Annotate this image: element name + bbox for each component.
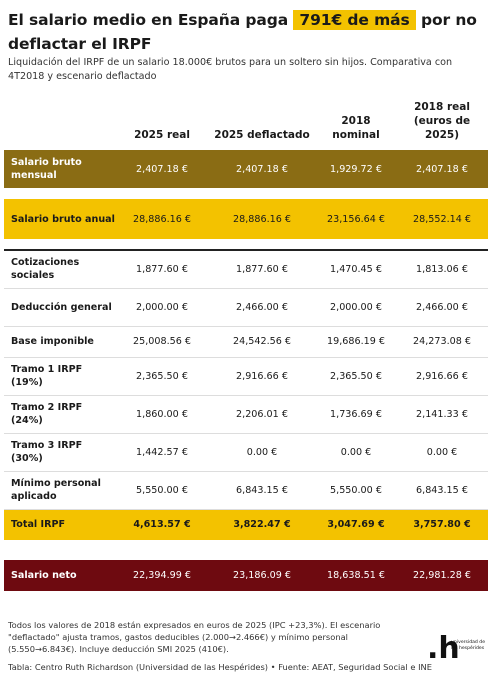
table-cell: 2,000.00 € [316,288,396,326]
row-label: Salario bruto mensual [4,150,116,188]
logo-mark: .h [427,631,460,666]
spacer-cell [4,540,116,560]
chart-title [8,8,486,56]
column-header: 2025 real [134,129,190,141]
table-row [4,395,488,433]
table-cell: 2,407.18 € [208,150,316,188]
row-label: Salario bruto anual [4,199,116,239]
spacer-cell [116,188,208,199]
table-cell: 2,916.66 € [396,357,488,395]
table-cell: 1,929.72 € [316,150,396,188]
table-body [4,150,488,591]
table-cell: 0.00 € [208,433,316,471]
title-before: El salario medio en España paga [8,11,294,29]
table-cell: 2,466.00 € [208,288,316,326]
table-cell: 23,186.09 € [208,560,316,591]
table-row [4,250,488,288]
table-row [4,560,488,591]
spacer-cell [396,239,488,250]
table-cell: 3,047.69 € [316,509,396,540]
table-cell: 24,273.08 € [396,326,488,357]
table-cell: 3,822.47 € [208,509,316,540]
table-cell: 28,886.16 € [208,199,316,239]
row-label: Tramo 3 IRPF (30%) [4,433,116,471]
row-label: Total IRPF [4,509,116,540]
table-cell: 2,407.18 € [116,150,208,188]
table-row [4,199,488,239]
table-row [4,150,488,188]
source-line: Tabla: Centro Ruth Richardson (Universidad de las Hespérides) • Fuente: AEAT, Seguridad Social e INE [8,662,432,672]
table-cell: 1,860.00 € [116,395,208,433]
chart-subtitle: Liquidación del IRPF de un salario 18.000€ brutos para un soltero sin hijos. Comparativa con 4T2018 y escenario deflactado [8,57,453,82]
spacer-cell [116,540,208,560]
column-header: 2018 nominal [332,115,380,141]
table-cell: 22,981.28 € [396,560,488,591]
footnote: Todos los valores de 2018 están expresados en euros de 2025 (IPC +23,3%). El escenario "deflactado" ajusta tramos, gastos deducibles (2.000→2.466€) y mínimo personal (5.550→6.843€). Incluye deducción SMI 2025 (410€). [8,620,381,654]
row-label: Mínimo personal aplicado [4,471,116,509]
table-cell: 2,365.50 € [316,357,396,395]
table-cell: 22,394.99 € [116,560,208,591]
table-row [4,326,488,357]
table-cell: 0.00 € [316,433,396,471]
table-cell: 4,613.57 € [116,509,208,540]
table-header-row [4,98,488,150]
table-row [4,433,488,471]
row-label: Salario neto [4,560,116,591]
spacer-cell [208,540,316,560]
title-after: por no deflactar el IRPF [8,11,477,53]
table-row [4,471,488,509]
table-row [4,357,488,395]
spacer-cell [316,239,396,250]
table-cell: 5,550.00 € [116,471,208,509]
spacer-cell [316,188,396,199]
spacer-cell [316,540,396,560]
spacer-row [4,239,488,250]
table-cell: 1,736.69 € [316,395,396,433]
row-label: Tramo 1 IRPF (19%) [4,357,116,395]
university-logo [427,631,487,666]
title-highlight: 791€ de más [293,10,415,30]
spacer-row [4,540,488,560]
table-cell: 1,877.60 € [208,250,316,288]
table-cell: 28,886.16 € [116,199,208,239]
table-cell: 1,813.06 € [396,250,488,288]
table-cell: 25,008.56 € [116,326,208,357]
table-cell: 1,470.45 € [316,250,396,288]
table-row [4,288,488,326]
table-cell: 18,638.51 € [316,560,396,591]
table-cell: 6,843.15 € [396,471,488,509]
irpf-table [4,98,488,591]
table-cell: 0.00 € [396,433,488,471]
table-cell: 2,141.33 € [396,395,488,433]
spacer-cell [396,540,488,560]
table-cell: 2,916.66 € [208,357,316,395]
spacer-row [4,188,488,199]
table-cell: 23,156.64 € [316,199,396,239]
column-header: 2025 deflactado [214,129,310,141]
table-cell: 2,000.00 € [116,288,208,326]
table-cell: 24,542.56 € [208,326,316,357]
table-cell: 19,686.19 € [316,326,396,357]
table-cell: 28,552.14 € [396,199,488,239]
table-cell: 6,843.15 € [208,471,316,509]
table-row [4,509,488,540]
row-label: Cotizaciones sociales [4,250,116,288]
spacer-cell [4,239,116,250]
row-label: Deducción general [4,288,116,326]
table-cell: 5,550.00 € [316,471,396,509]
column-header: 2018 real (euros de 2025) [413,101,471,141]
header-label-column [4,98,116,150]
table-cell: 3,757.80 € [396,509,488,540]
spacer-cell [116,239,208,250]
table-cell: 1,877.60 € [116,250,208,288]
spacer-cell [396,188,488,199]
table-cell: 2,206.01 € [208,395,316,433]
logo-text: universidad de las hespérides [451,640,486,651]
spacer-cell [208,239,316,250]
table-cell: 1,442.57 € [116,433,208,471]
spacer-cell [208,188,316,199]
table-cell: 2,466.00 € [396,288,488,326]
table-cell: 2,365.50 € [116,357,208,395]
row-label: Tramo 2 IRPF (24%) [4,395,116,433]
row-label: Base imponible [4,326,116,357]
spacer-cell [4,188,116,199]
table-cell: 2,407.18 € [396,150,488,188]
